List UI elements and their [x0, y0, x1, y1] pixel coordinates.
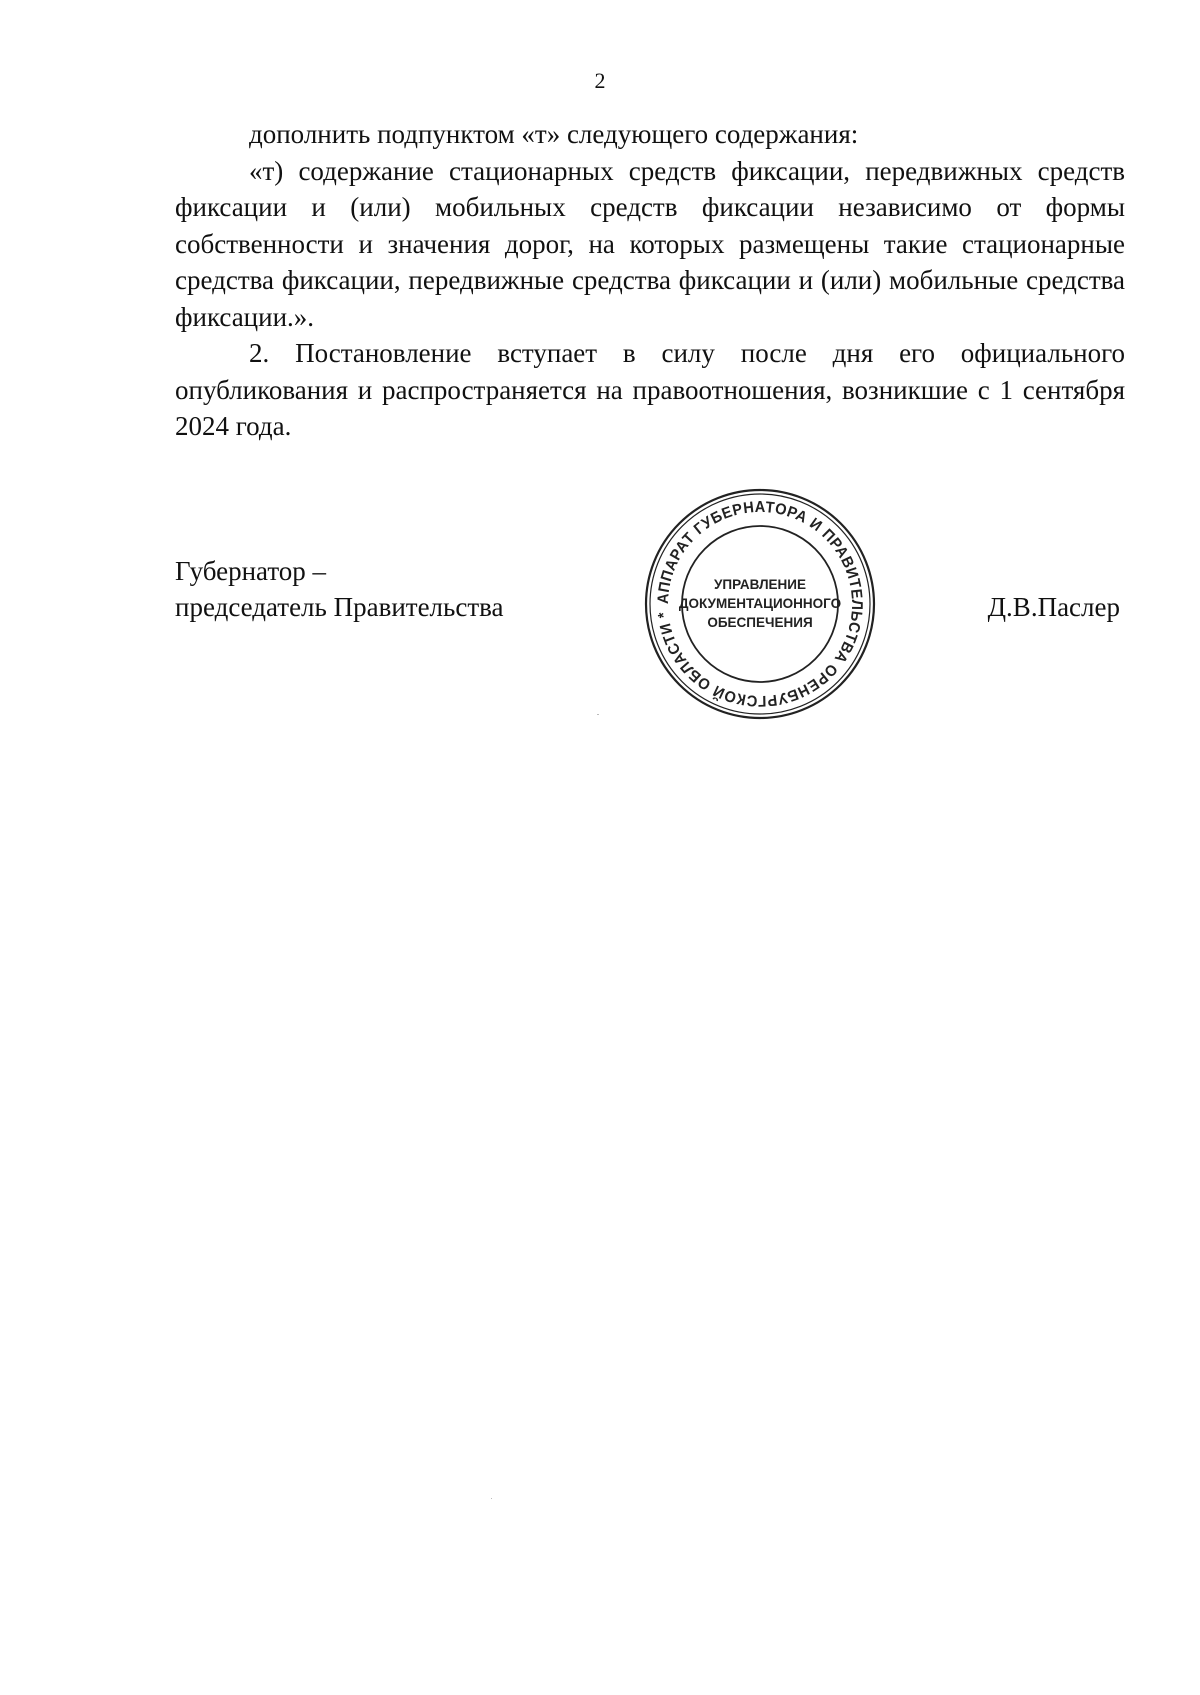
paragraph-subitem-t: «т) содержание стационарных средств фиксации, передвижных средств фиксации и (или) мобильных средств фиксации независимо от формы собственности и значения дорог, на которых размещены такие стационарные средства фиксации, передвижные средства фиксации и (или) мобильные средства фиксации.». — [175, 155, 1125, 332]
document-body — [175, 116, 1125, 445]
signatory-position-line1: Губернатор – — [175, 556, 327, 586]
stamp-center-line1: УПРАВЛЕНИЕ — [713, 577, 807, 592]
official-stamp — [640, 484, 880, 724]
paragraph-intro: дополнить подпунктом «т» следующего содержания: — [249, 119, 859, 149]
stamp-center-line2: ДОКУМЕНТАЦИОННОГО — [678, 596, 842, 611]
signatory-name: Д.В.Паслер — [987, 592, 1120, 622]
scan-speck — [597, 714, 599, 715]
signatory-position — [175, 553, 504, 625]
scan-speck — [491, 1498, 492, 1499]
signatory-position-line2: председатель Правительства — [175, 592, 504, 622]
stamp-center-line3: ОБЕСПЕЧЕНИЯ — [707, 615, 813, 630]
stamp-seal-graphic — [640, 484, 880, 724]
stamp-ring-text: АППАРАТ ГУБЕРНАТОРА И ПРАВИТЕЛЬСТВА ОРЕНБУРГСКОЙ ОБЛАСТИ * — [654, 498, 866, 710]
paragraph-effective-date: 2. Постановление вступает в силу после дня его официального опубликования и распространяется на правоотношения, возникшие с 1 сентября 2024 года. — [175, 338, 1125, 441]
page-number: 2 — [594, 68, 606, 93]
